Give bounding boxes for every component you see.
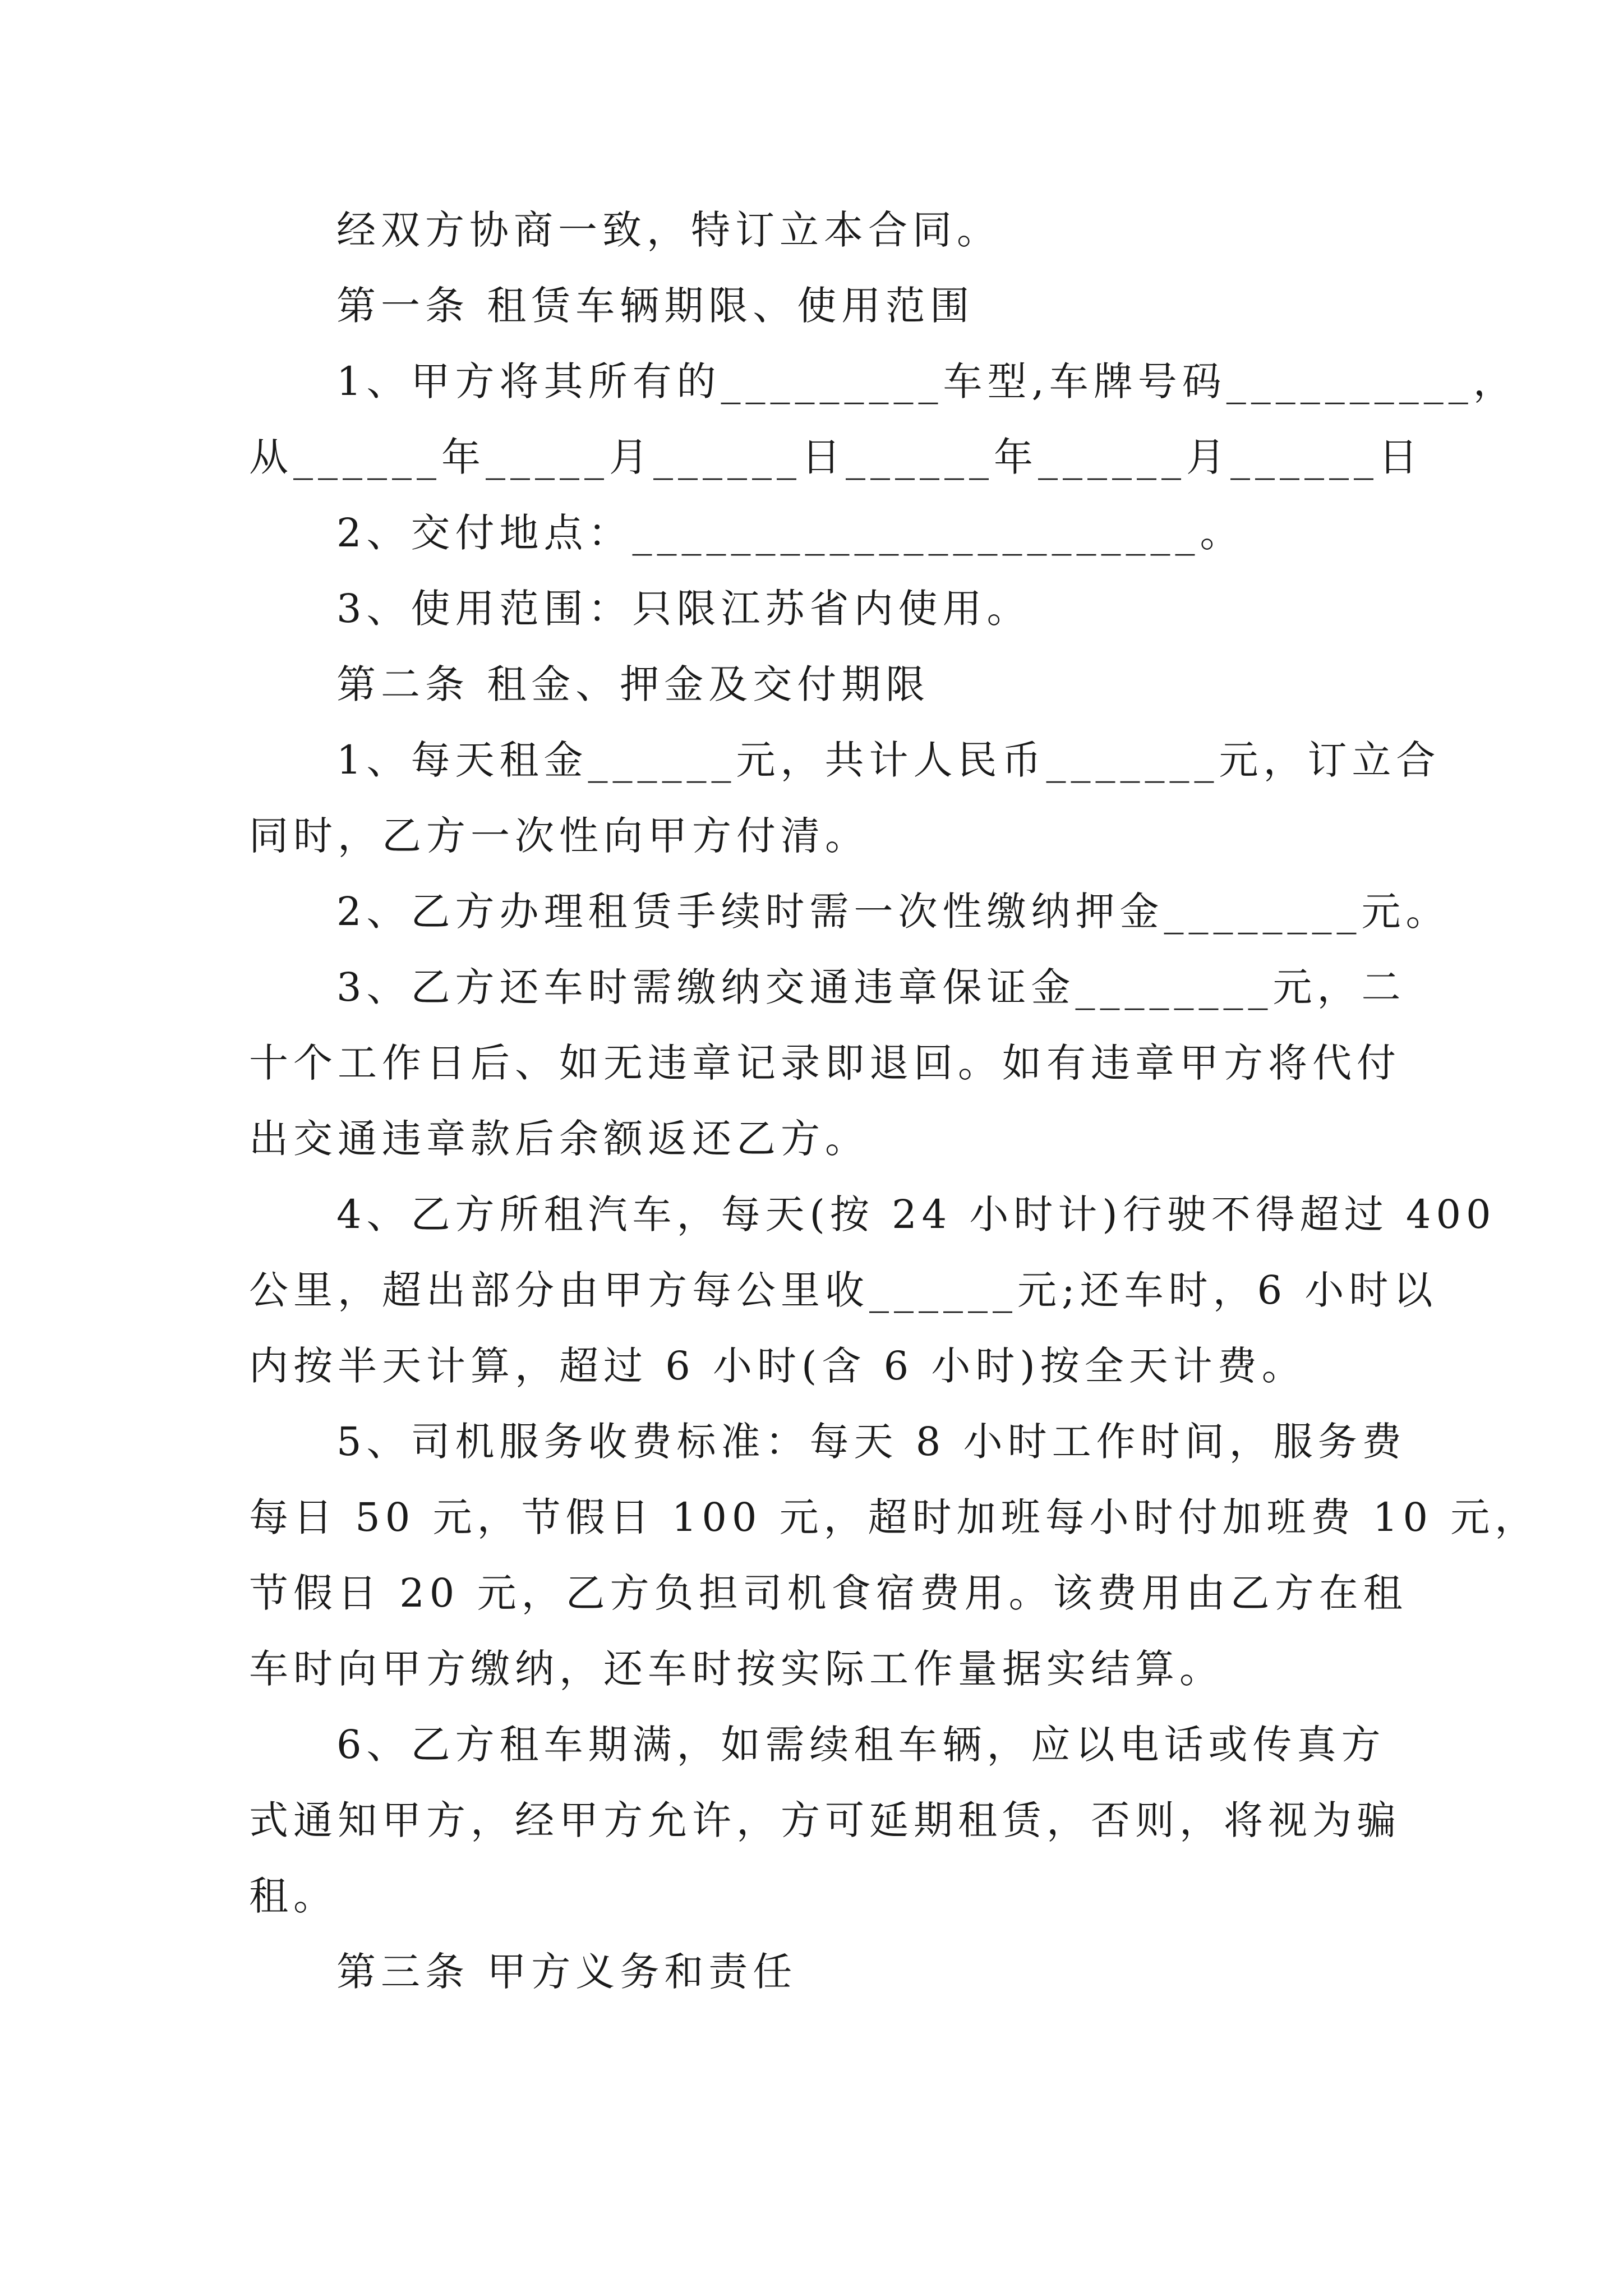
article-2-clause-2: 2、乙方办理租赁手续时需一次性缴纳押金________元。 [336, 889, 1450, 935]
article-1-clause-3: 3、使用范围：只限江苏省内使用。 [336, 586, 1031, 632]
article-2-clause-4-cont-1: 公里，超出部分由甲方每公里收______元;还车时，6 小时以 [249, 1267, 1438, 1313]
paragraph-intro: 经双方协商一致，特订立本合同。 [336, 207, 1001, 253]
article-2-clause-5: 5、司机服务收费标准：每天 8 小时工作时间，服务费 [336, 1419, 1407, 1465]
article-1-clause-1: 1、甲方将其所有的_________车型,车牌号码__________， [336, 358, 1518, 404]
article-2-clause-3-cont-2: 出交通违章款后余额返还乙方。 [249, 1116, 869, 1162]
article-3-heading: 第三条 甲方义务和责任 [336, 1949, 797, 1995]
article-2-clause-3-cont-1: 十个工作日后、如无违章记录即退回。如有违章甲方将代付 [249, 1040, 1401, 1086]
article-2-clause-6: 6、乙方租车期满，如需续租车辆，应以电话或传真方 [336, 1722, 1386, 1768]
article-2-clause-5-cont-2: 节假日 20 元，乙方负担司机食宿费用。该费用由乙方在租 [249, 1570, 1408, 1616]
article-1-clause-1-dates: 从______年_____月______日______年______月______日 [249, 434, 1423, 480]
article-2-clause-5-cont-3: 车时向甲方缴纳，还车时按实际工作量据实结算。 [249, 1646, 1224, 1692]
article-2-heading: 第二条 租金、押金及交付期限 [336, 661, 930, 707]
article-2-clause-6-cont-1: 式通知甲方，经甲方允许，方可延期租赁，否则，将视为骗 [249, 1797, 1401, 1843]
article-2-clause-3: 3、乙方还车时需缴纳交通违章保证金________元，二 [336, 964, 1406, 1010]
article-2-clause-4-cont-2: 内按半天计算，超过 6 小时(含 6 小时)按全天计费。 [249, 1343, 1306, 1389]
article-1-clause-2: 2、交付地点：_______________________。 [336, 510, 1244, 556]
article-1-heading: 第一条 租赁车辆期限、使用范围 [336, 283, 975, 329]
article-2-clause-1-cont: 同时，乙方一次性向甲方付清。 [249, 813, 869, 859]
article-2-clause-4: 4、乙方所租汽车，每天(按 24 小时计)行驶不得超过 400 [336, 1191, 1496, 1237]
article-2-clause-5-cont-1: 每日 50 元，节假日 100 元，超时加班每小时付加班费 10 元， [249, 1494, 1539, 1540]
article-2-clause-6-cont-2: 租。 [249, 1873, 338, 1919]
article-2-clause-1: 1、每天租金______元，共计人民币_______元，订立合 [336, 737, 1441, 783]
